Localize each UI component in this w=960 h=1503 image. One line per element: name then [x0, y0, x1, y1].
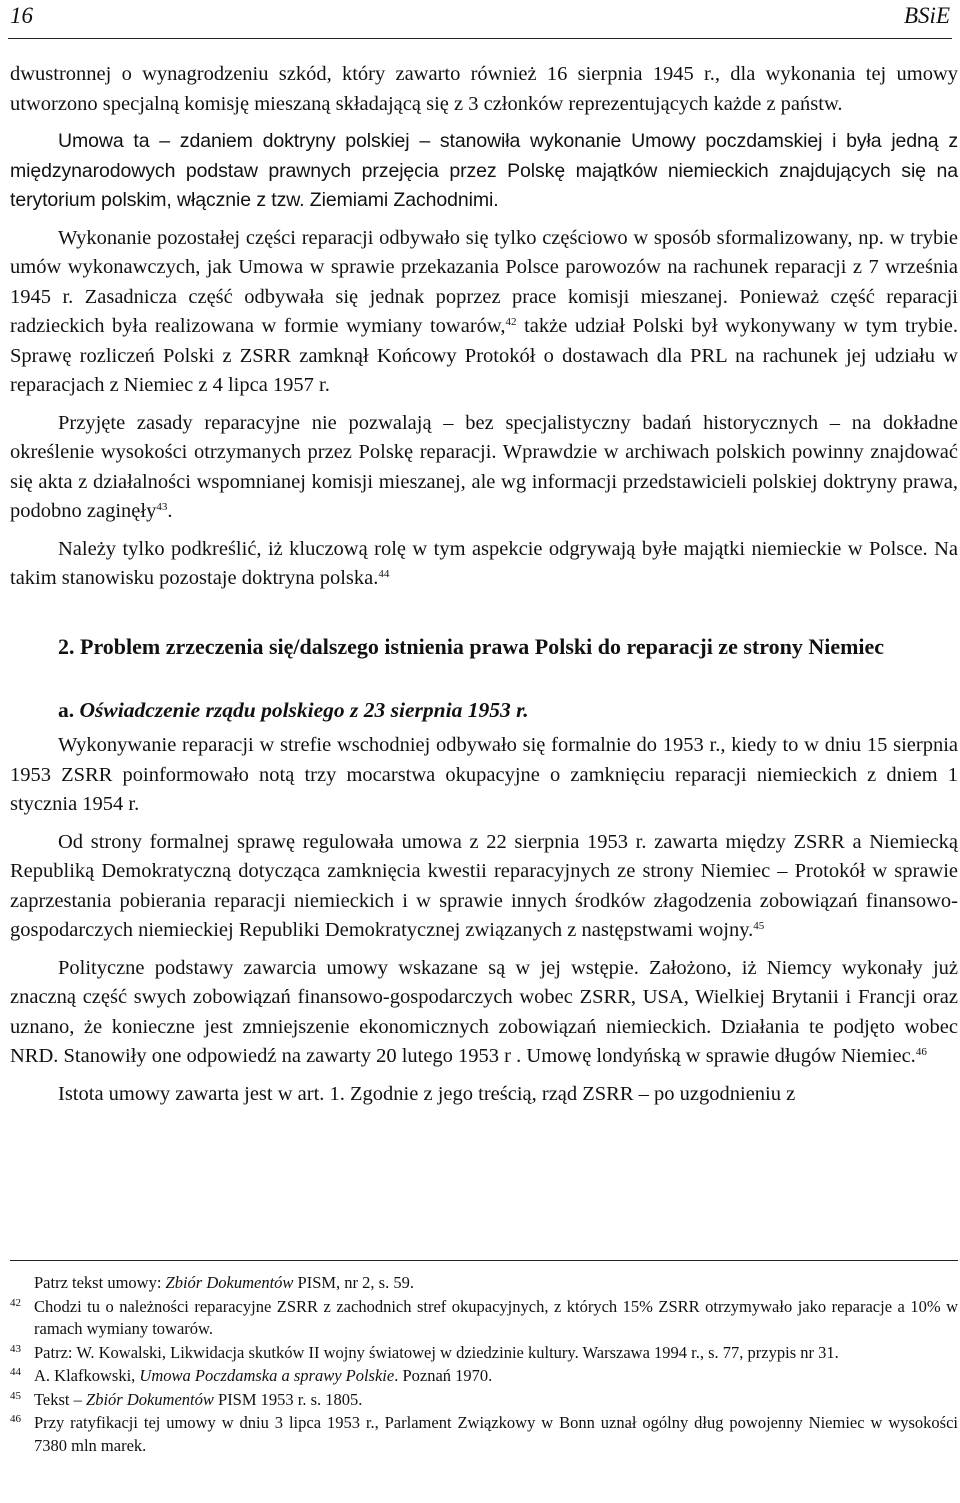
section-heading — [10, 632, 958, 662]
footnote-ref: 43 — [156, 501, 168, 513]
paragraph — [10, 409, 958, 527]
footnote-ref: 45 — [753, 920, 765, 932]
paragraph-text: także udział Polski był wykonywany w tym trybie. Sprawę rozliczeń Polski z ZSRR zamknął Końcowy Protokół o dostawach dla PRL na rachunek jej udziału w reparacjach z Niemiec z 4 lipca 1957 r. — [10, 315, 958, 396]
footnote-text: Chodzi tu o należności reparacyjne ZSRR z zachodnich stref okupacyjnych, z których 15% ZSRR otrzymywało jako reparacje a 10% w ramach wymiany towarów. — [34, 1296, 958, 1338]
footnote — [10, 1389, 958, 1412]
paragraph: Umowa ta – zdaniem doktryny polskiej – stanowiła wykonanie Umowy poczdamskiej i była jedną z międzynarodowych podstaw prawnych przejęcia przez Polskę majątków niemieckich znajdujących się na terytorium polskim, włącznie z tzw. Ziemiami Zachodnimi. — [10, 130, 958, 211]
footnote — [10, 1412, 958, 1457]
footnote-title: Zbiór Dokumentów — [86, 1389, 214, 1409]
subsection-heading — [10, 696, 958, 726]
paragraph — [10, 224, 958, 401]
footnote-text: PISM 1953 r. s. 1805. — [213, 1389, 363, 1409]
footnote-text: Tekst – — [34, 1389, 87, 1409]
footnote-title: Umowa Poczdamska a sprawy Polskie — [139, 1366, 395, 1385]
footnote — [10, 1296, 958, 1341]
footnote-ref: 42 — [505, 316, 517, 328]
footnote-text: Patrz: W. Kowalski, Likwidacja skutków II wojny światowej w dziedzinie kultury. Warszawa 1994 r., s. 77, przypis nr 31. — [34, 1342, 839, 1362]
paragraph-text: Wykonanie pozostałej części reparacji odbywało się tylko częściowo w sposób sformalizowany, np. w trybie umów wykonawczych, jak Umowa w sprawie przekazania Polsce parowozów na rachunek reparacji z 7 września 1945 r. Zasadnicza część odbywała się jednak poprzez prace komisji mieszanej. Ponieważ część reparacji radzieckich była realizowana w formie wymiany towarów, — [10, 226, 958, 337]
paragraph — [10, 535, 958, 594]
footnote-mark: 45 — [10, 1389, 21, 1402]
footnote-mark: 44 — [10, 1366, 21, 1378]
footnote-text: Przy ratyfikacji tej umowy w dniu 3 lipca 1953 r., Parlament Związkowy w Bonn uznał ogólny dług powojenny Niemiec w wysokości 7380 mln marek. — [34, 1413, 958, 1455]
paragraph-text: Przyjęte zasady reparacyjne nie pozwalają – bez specjalistyczny badań historycznych – na dokładne określenie wysokości otrzymanych przez Polskę reparacji. Wprawdzie w archiwach polskich powinny znajdować się akta z działalności wspomnianej komisji mieszanej, ale wg informacji przedstawicieli polskiej doktryny prawa, podobno zaginęły — [10, 411, 958, 522]
footnote-title: Zbiór Dokumentów — [165, 1273, 294, 1292]
footnote — [10, 1272, 958, 1295]
footnote-mark: 46 — [10, 1413, 21, 1425]
section-title: Problem zrzeczenia się/dalszego istnienia prawa Polski do reparacji ze strony Niemiec — [74, 633, 885, 659]
footnote-ref: 44 — [378, 568, 390, 580]
footnote-text: A. Klafkowski, — [34, 1366, 140, 1385]
page-number: 16 — [10, 3, 33, 28]
subsection-title: Oświadczenie rządu polskiego z 23 sierpnia 1953 r. — [74, 697, 529, 722]
footnote-text: Patrz tekst umowy: — [34, 1273, 166, 1292]
footnote-divider — [10, 1260, 958, 1261]
page-header — [8, 0, 952, 39]
footnote-mark: 42 — [10, 1296, 21, 1309]
paragraph — [10, 954, 958, 1072]
footnote-ref: 46 — [915, 1046, 927, 1058]
paragraph: Istota umowy zawarta jest w art. 1. Zgodnie z jego treścią, rząd ZSRR – po uzgodnieniu z — [58, 1082, 796, 1105]
paragraph: dwustronnej o wynagrodzeniu szkód, który zawarto również 16 sierpnia 1945 r., dla wykonania tej umowy utworzono specjalną komisję mieszaną składającą się z 3 członków reprezentujących każde z państw. — [10, 63, 958, 115]
footnotes — [10, 1272, 958, 1458]
body-text — [10, 60, 958, 1117]
paragraph-text: Polityczne podstawy zawarcia umowy wskazane są w jej wstępie. Założono, iż Niemcy wykonały już znaczną część swych zobowiązań finansowo-gospodarczych wobec ZSRR, USA, Wielkiej Brytanii i Francji oraz uznano, że konieczne jest zmniejszenie ekonomicznych zobowiązań niemieckich. Działania te podjęto wobec NRD. Stanowiły one odpowiedź na zawarty 20 lutego 1953 r . Umowę londyńską w sprawie długów Niemiec. — [10, 956, 958, 1067]
footnote-mark: 43 — [10, 1342, 21, 1355]
paragraph-text: . — [167, 500, 173, 522]
footnote-text: . Poznań 1970. — [394, 1366, 493, 1385]
journal-name: BSiE — [904, 3, 950, 28]
footnote — [10, 1342, 958, 1365]
footnote — [10, 1365, 958, 1388]
section-number: 2. — [58, 633, 75, 659]
paragraph: Wykonywanie reparacji w strefie wschodniej odbywało się formalnie do 1953 r., kiedy to w dniu 15 sierpnia 1953 ZSRR poinformowało notą trzy mocarstwa okupacyjne o zamknięciu reparacji niemieckich z dniem 1 stycznia 1954 r. — [10, 734, 958, 815]
paragraph-text: Należy tylko podkreślić, iż kluczową rolę w tym aspekcie odgrywają byłe majątki niemieckie w Polsce. Na takim stanowisku pozostaje doktryna polska. — [10, 537, 958, 589]
paragraph-text: Od strony formalnej sprawę regulowała umowa z 22 sierpnia 1953 r. zawarta między ZSRR a Niemiecką Republiką Demokratyczną dotycząca zamknięcia kwestii reparacyjnych ze strony Niemiec – Protokół w sprawie zaprzestania pobierania reparacji niemieckich i w sprawie innych środków złagodzenia zobowiązań finansowo-gospodarczych niemieckiej Republiki Demokratycznej związanych z następstwami wojny. — [10, 830, 958, 941]
paragraph — [10, 828, 958, 946]
footnote-text: PISM, nr 2, s. 59. — [293, 1273, 414, 1292]
subsection-letter: a. — [58, 697, 75, 722]
